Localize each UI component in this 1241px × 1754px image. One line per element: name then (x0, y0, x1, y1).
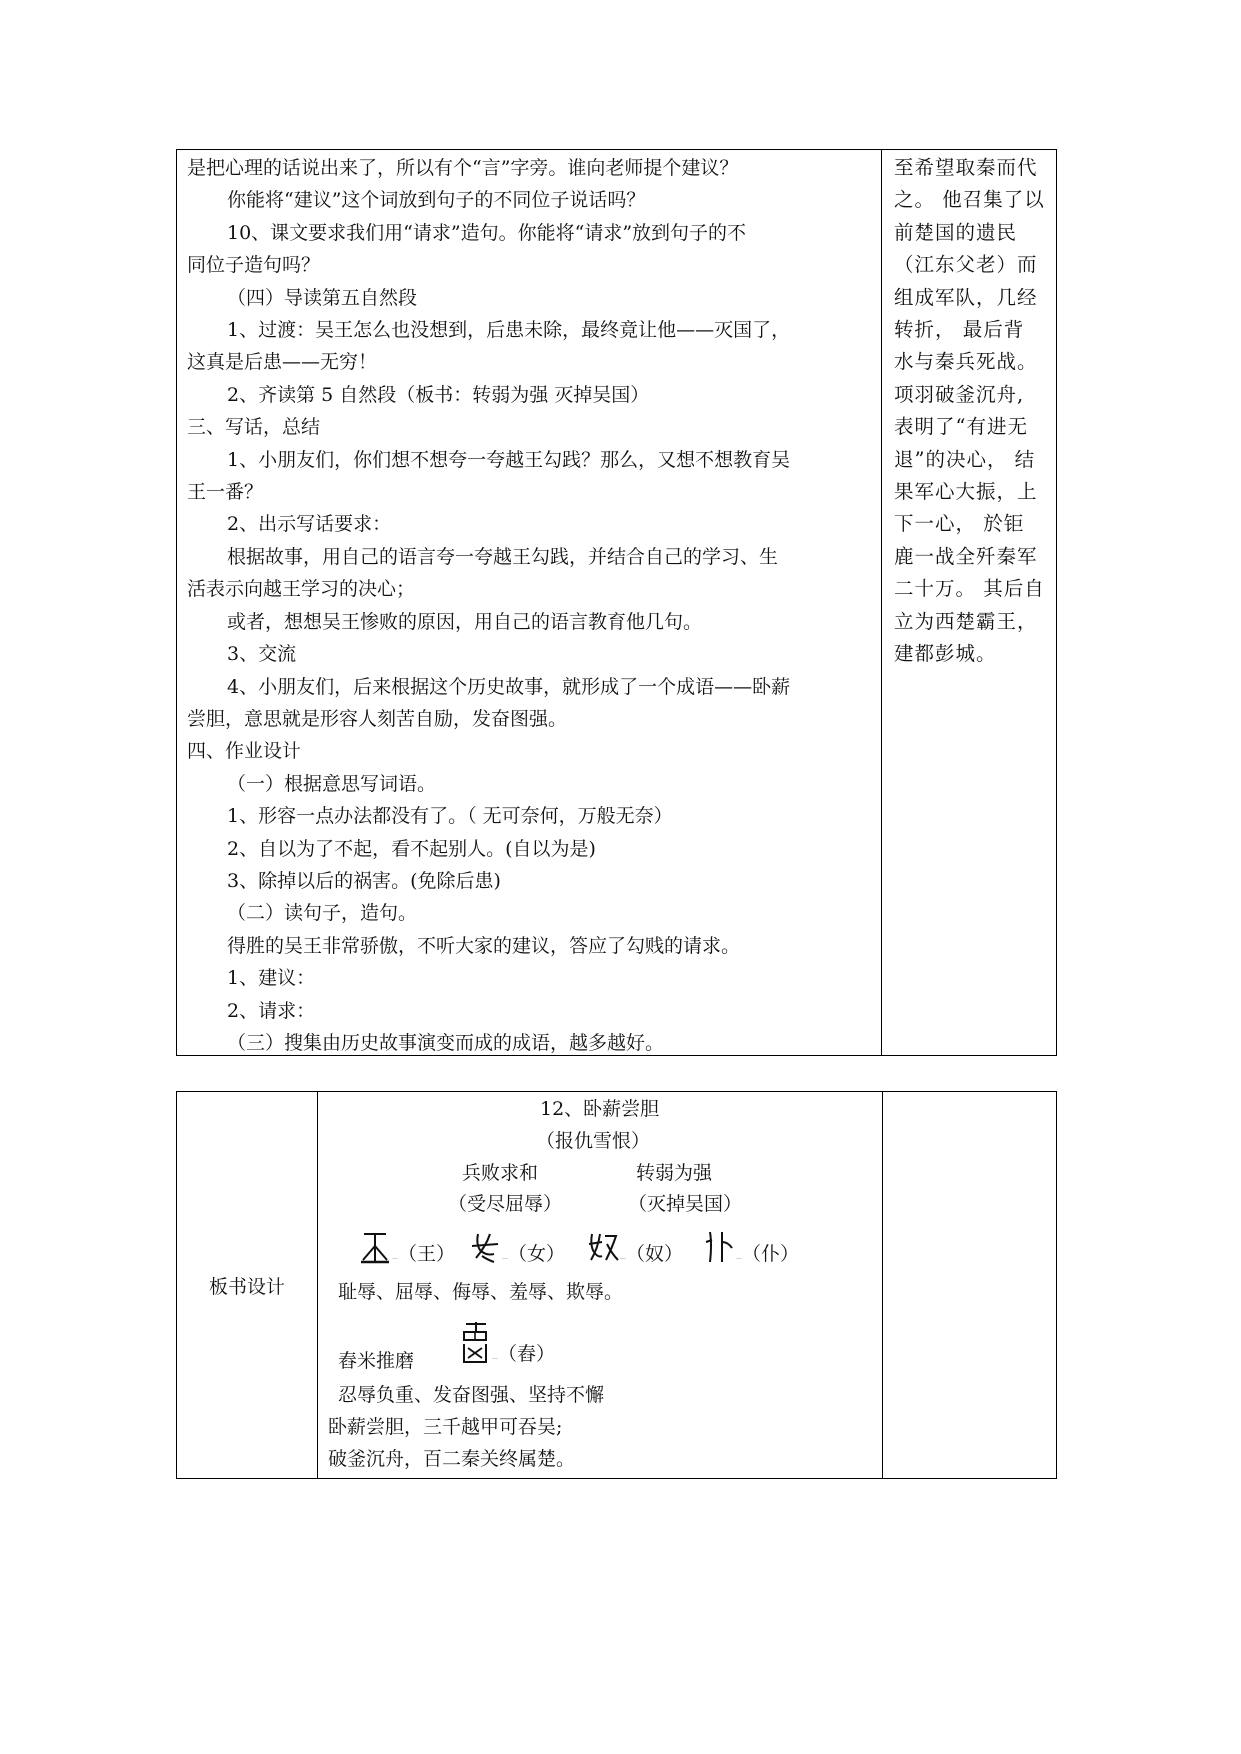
text-line: 这真是后患——无穷！ (187, 351, 378, 374)
section-heading: 三、写话，总结 (187, 416, 321, 439)
note-line: 鹿一战全歼秦军 (894, 544, 1038, 568)
modern-char: （仆） (742, 1243, 800, 1265)
text-line: 你能将“建议”这个词放到句子的不同位子说话吗？ (227, 189, 646, 212)
ancient-nu-glyph (468, 1228, 502, 1266)
note-line: 项羽破釜沉舟, (894, 382, 1025, 406)
text-line: 3、交流 (227, 643, 297, 666)
section-heading: （一）根据意思写词语。 (227, 772, 437, 795)
pair-right: 转弱为强 (636, 1162, 713, 1184)
text-line: 1、形容一点办法都没有了。（ 无可奈何，万般无奈） (227, 805, 673, 828)
text-line: 10、课文要求我们用“请求”造句。你能将“请求”放到句子的不 (227, 221, 747, 244)
text-line: 1、小朋友们，你们想不想夸一夸越王勾践？那么，又想不想教育吴 (227, 448, 791, 471)
ancient-char-pu: —（仆） (702, 1228, 799, 1272)
ancient-char-wang: —（王） (358, 1228, 455, 1272)
idioms-line: 忍辱负重、发奋图强、坚持不懈 (338, 1384, 605, 1406)
text-line: 是把心理的话说出来了，所以有个“言”字旁。谁向老师提个建议？ (187, 157, 739, 179)
empty-notes-cell (883, 1092, 1056, 1478)
ancient-chong-glyph (458, 1318, 492, 1366)
blackboard-content-cell (318, 1092, 883, 1478)
notes-cell (882, 150, 1056, 1055)
note-line: 转折， 最后背 (894, 318, 1025, 342)
board-subtitle: （报仇雪恨） (536, 1130, 651, 1152)
note-line: （江东父老）而 (894, 253, 1038, 277)
note-line: 二十万。 其后自 (894, 577, 1045, 601)
text-line: 得胜的吴王非常骄傲，不听大家的建议，答应了勾贱的请求。 (227, 934, 741, 957)
note-line: 水与秦兵死战。 (894, 350, 1038, 374)
note-line: 立为西楚霸王， (894, 609, 1038, 633)
ancient-char-nu2: —（奴） (586, 1228, 683, 1272)
text-line: 2、出示写话要求： (227, 513, 392, 536)
section-heading: （四）导读第五自然段 (227, 286, 418, 309)
text-line: 或者，想想吴王惨败的原因，用自己的语言教育他几句。 (227, 610, 703, 633)
blackboard-label-cell (177, 1092, 318, 1478)
note-line: 至希望取秦而代 (894, 156, 1038, 179)
note-line: 下一心， 於钜 (894, 512, 1025, 536)
text-line: 王一番？ (187, 481, 264, 504)
blackboard-label: 板书设计 (208, 1275, 285, 1298)
note-line: 前楚国的遗民 (894, 220, 1018, 244)
text-line: 2、自以为了不起，看不起别人。(自以为是) (227, 837, 596, 860)
couplet-line-2: 破釜沉舟，百二秦关终属楚。 (328, 1448, 576, 1470)
couplet-line-1: 卧薪尝胆，三千越甲可吞吴; (328, 1416, 563, 1438)
lesson-plan-table (176, 149, 1057, 1056)
text-line: 3、除掉以后的祸害。(免除后患) (227, 869, 501, 892)
text-line: 根据故事，用自己的语言夸一夸越王勾践，并结合自己的学习、生 (227, 545, 779, 568)
ancient-nu2-glyph (586, 1228, 620, 1266)
text-line: 1、过渡：吴王怎么也没想到，后患未除，最终竟让他——灭国了， (227, 319, 791, 342)
chun-phrase: 舂米推磨 (338, 1350, 415, 1372)
ancient-pu-glyph (702, 1228, 736, 1266)
note-line: 果军心大振，上 (894, 480, 1038, 504)
text-line: 同位子造句吗？ (187, 254, 321, 277)
text-line: 2、请求： (227, 999, 316, 1022)
text-line: 尝胆，意思就是形容人刻苦自励，发奋图强。 (187, 707, 568, 730)
text-line: 4、小朋友们，后来根据这个历史故事，就形成了一个成语——卧薪 (227, 675, 791, 698)
note-line: 表明了“有进无 (894, 415, 1028, 439)
ancient-char-nu: —（女） (468, 1228, 565, 1272)
pair-right-sub: （灭掉吴国） (628, 1193, 743, 1215)
modern-char: （舂） (498, 1343, 556, 1365)
text-line: 1、建议： (227, 967, 316, 990)
modern-char: （王） (398, 1243, 456, 1265)
text-line: 2、齐读第 5 自然段（板书：转弱为强 灭掉吴国） (227, 383, 650, 406)
ancient-wang-glyph (358, 1228, 392, 1266)
pair-left-sub: （受尽屈辱） (448, 1193, 563, 1215)
section-heading: （三）搜集由历史故事演变而成的成语，越多越好。 (227, 1031, 665, 1054)
text-line: 活表示向越王学习的决心； (187, 578, 416, 601)
ancient-char-chong: —（舂） (458, 1318, 555, 1370)
note-line: 之。 他召集了以 (894, 188, 1045, 212)
note-line: 组成军队，几经 (894, 285, 1038, 309)
pair-left: 兵败求和 (462, 1162, 539, 1184)
section-heading: 四、作业设计 (187, 740, 302, 763)
modern-char: （女） (508, 1243, 566, 1265)
note-line: 退”的决心， 结 (894, 447, 1036, 471)
note-line: 建都彭城。 (894, 642, 997, 666)
section-heading: （二）读句子，造句。 (227, 902, 418, 925)
teaching-process-cell (177, 150, 882, 1055)
blackboard-design-table (176, 1091, 1057, 1479)
modern-char: （奴） (626, 1243, 684, 1265)
board-title: 12、卧薪尝胆 (540, 1098, 660, 1120)
insult-words: 耻辱、屈辱、侮辱、羞辱、欺辱。 (338, 1281, 624, 1303)
